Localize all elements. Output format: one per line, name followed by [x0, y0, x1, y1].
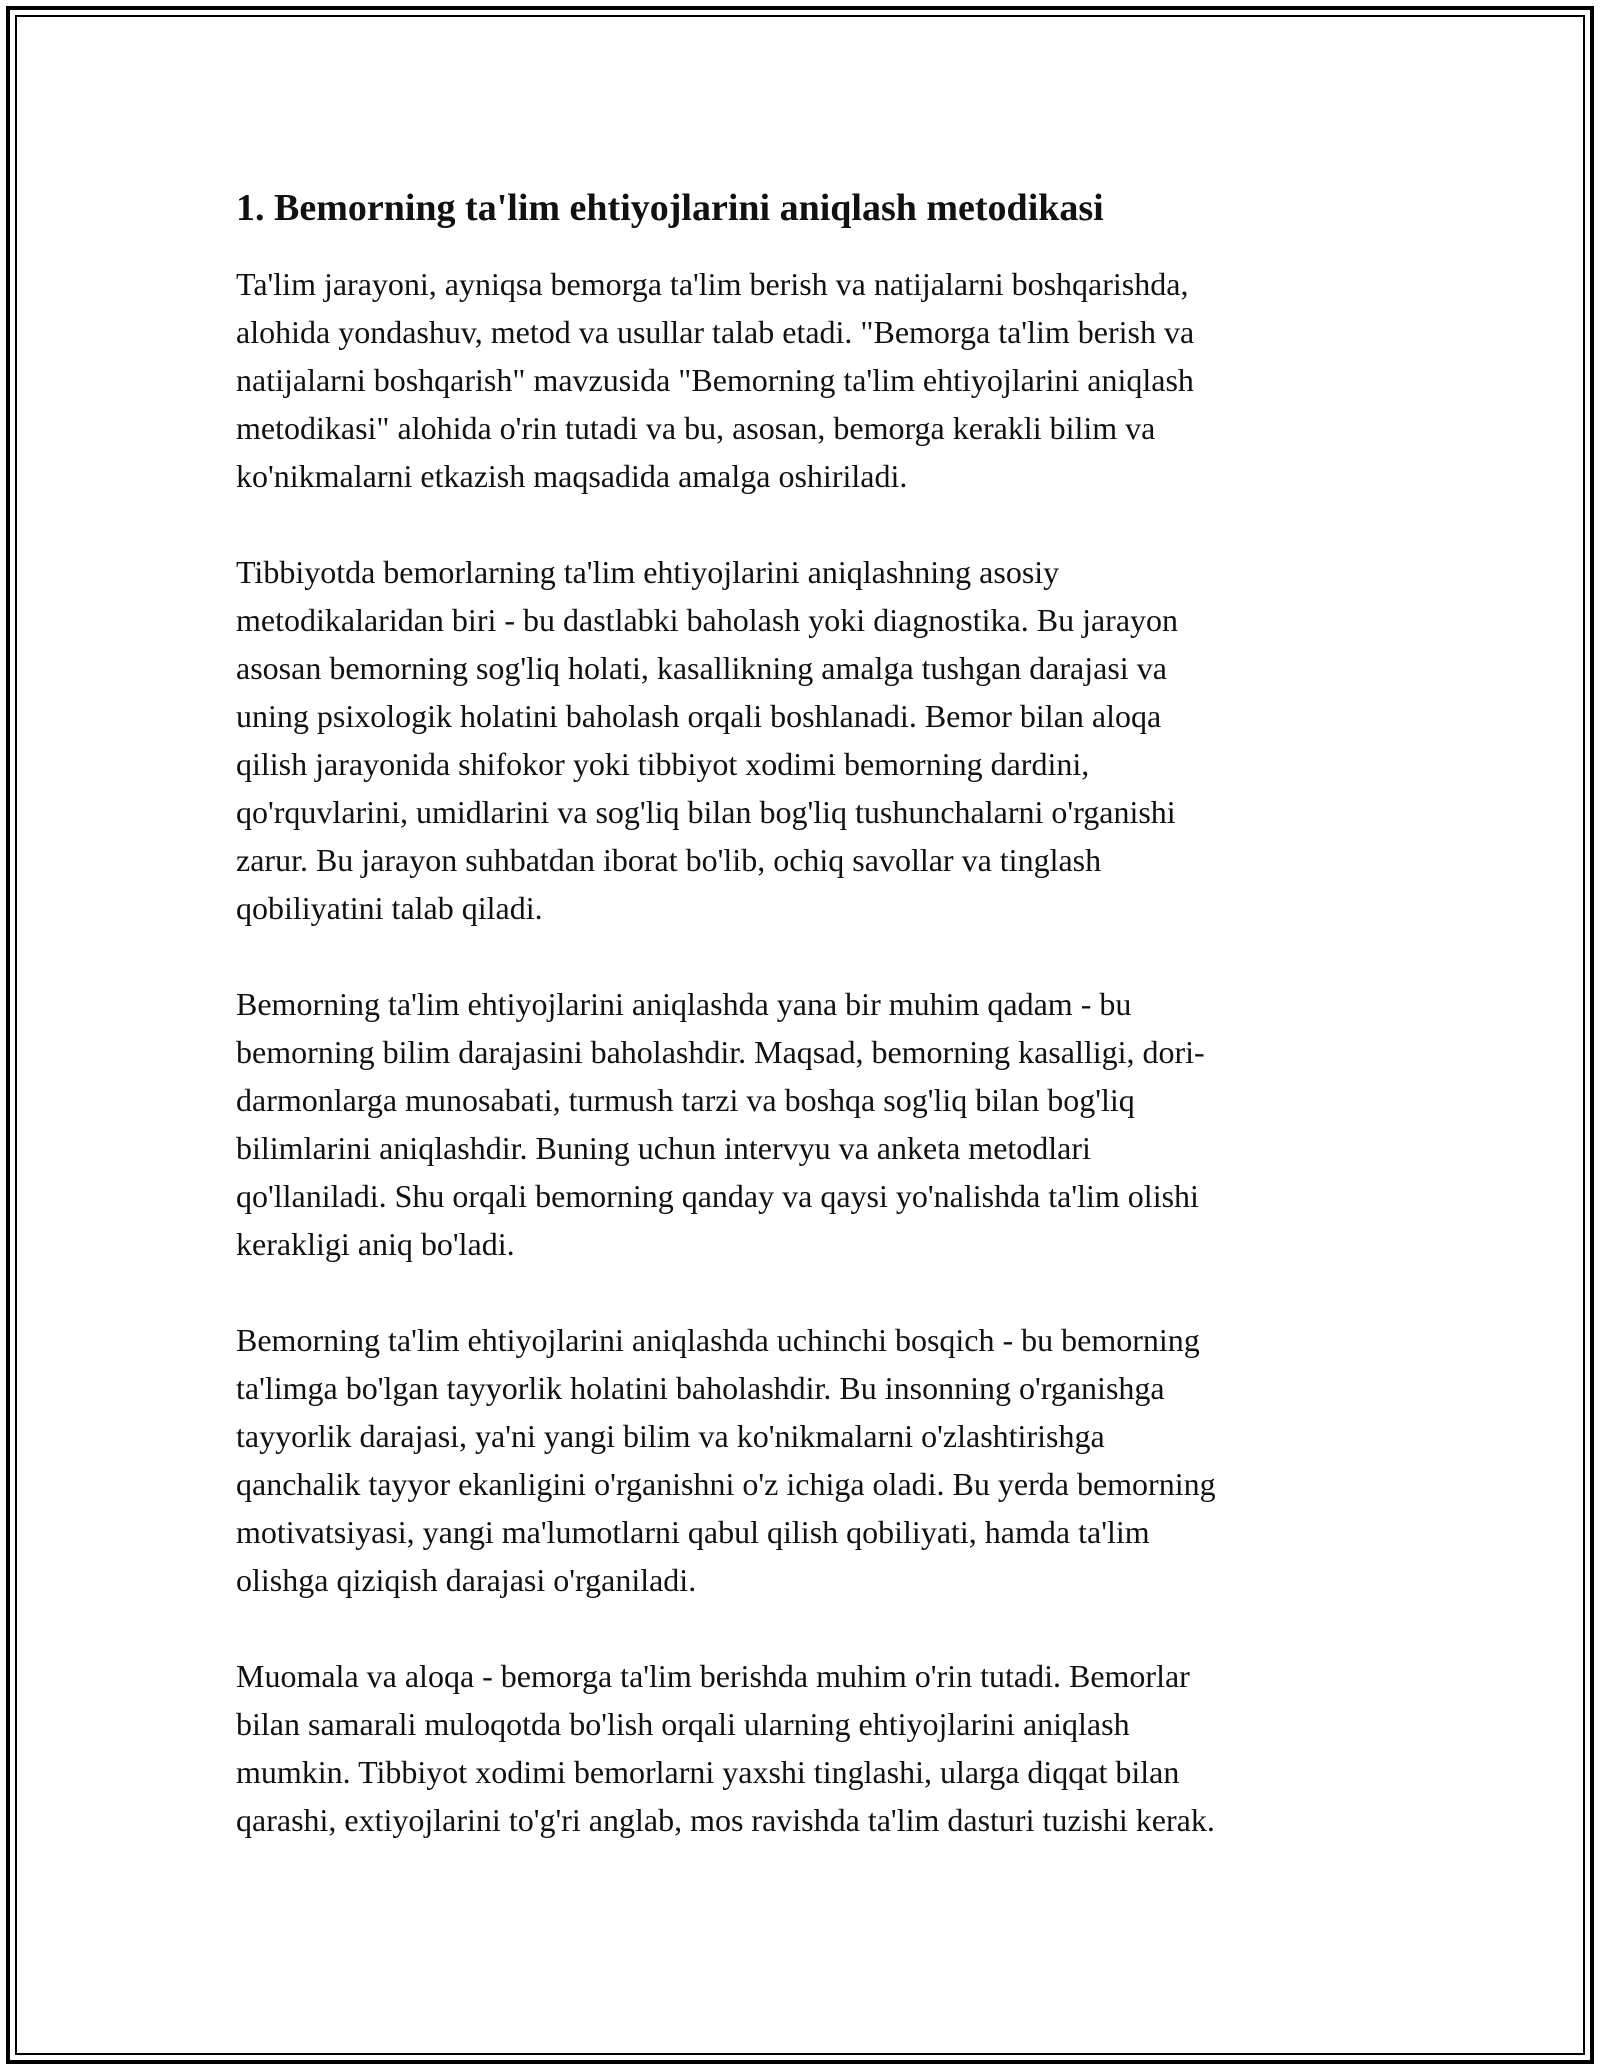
paragraph-initial-assessment: Tibbiyotda bemorlarning ta'lim ehtiyojlarini aniqlashning asosiy metodikalaridan biri - bu dastlabki baholash yoki diagnostika. Bu jarayon asosan bemorning sog'liq holati, kasallikning amalga tushgan darajasi va uning psixologik holatini baholash orqali boshlanadi. Bemor bilan aloqa qilish jarayonida shifokor yoki tibbiyot xodimi bemorning dardini, qo'rquvlarini, umidlarini va sog'liq bilan bog'liq tushunchalarni o'rganishi zarur. Bu jarayon suhbatdan iborat bo'lib, ochiq savollar va tinglash qobiliyatini talab qiladi.: [236, 553, 1179, 926]
paragraph-readiness: Bemorning ta'lim ehtiyojlarini aniqlashda uchinchi bosqich - bu bemorning ta'limga bo'lgan tayyorlik holatini baholashdir. Bu insonning o'rganishga tayyorlik darajasi, ya'ni yangi bilim va ko'nikmalarni o'zlashtirishga qanchalik tayyor ekanligini o'rganishni o'z ichiga oladi. Bu yerda bemorning motivatsiyasi, yangi ma'lumotlarni qabul qilish qobiliyati, hamda ta'lim olishga qiziqish darajasi o'rganiladi.: [236, 1321, 1216, 1598]
document-title: 1. Bemorning ta'lim ehtiyojlarini aniqlash metodikasi: [236, 187, 1104, 229]
document-page: [236, 186, 1386, 1892]
paragraph-knowledge-level: Bemorning ta'lim ehtiyojlarini aniqlashda yana bir muhim qadam - bu bemorning bilim darajasini baholashdir. Maqsad, bemorning kasalligi, dori- darmonlarga munosabati, turmush tarzi va boshqa sog'liq bilan bog'liq bilimlarini aniqlashdir. Buning uchun intervyu va anketa metodlari qo'llaniladi. Shu orqali bemorning qanday va qaysi yo'nalishda ta'lim olishi kerakligi aniq bo'ladi.: [236, 985, 1205, 1262]
paragraph-intro: Ta'lim jarayoni, ayniqsa bemorga ta'lim berish va natijalarni boshqarishda, alohida yondashuv, metod va usullar talab etadi. "Bemorga ta'lim berish va natijalarni boshqarish" mavzusida "Bemorning ta'lim ehtiyojlarini aniqlash metodikasi" alohida o'rin tutadi va bu, asosan, bemorga kerakli bilim va ko'nikmalarni etkazish maqsadida amalga oshiriladi.: [236, 265, 1195, 494]
paragraph-communication: Muomala va aloqa - bemorga ta'lim berishda muhim o'rin tutadi. Bemorlar bilan samarali muloqotda bo'lish orqali ularning ehtiyojlarini aniqlash mumkin. Tibbiyot xodimi bemorlarni yaxshi tinglashi, ularga diqqat bilan qarashi, extiyojlarini to'g'ri anglab, mos ravishda ta'lim dasturi tuzishi kerak.: [236, 1657, 1215, 1838]
